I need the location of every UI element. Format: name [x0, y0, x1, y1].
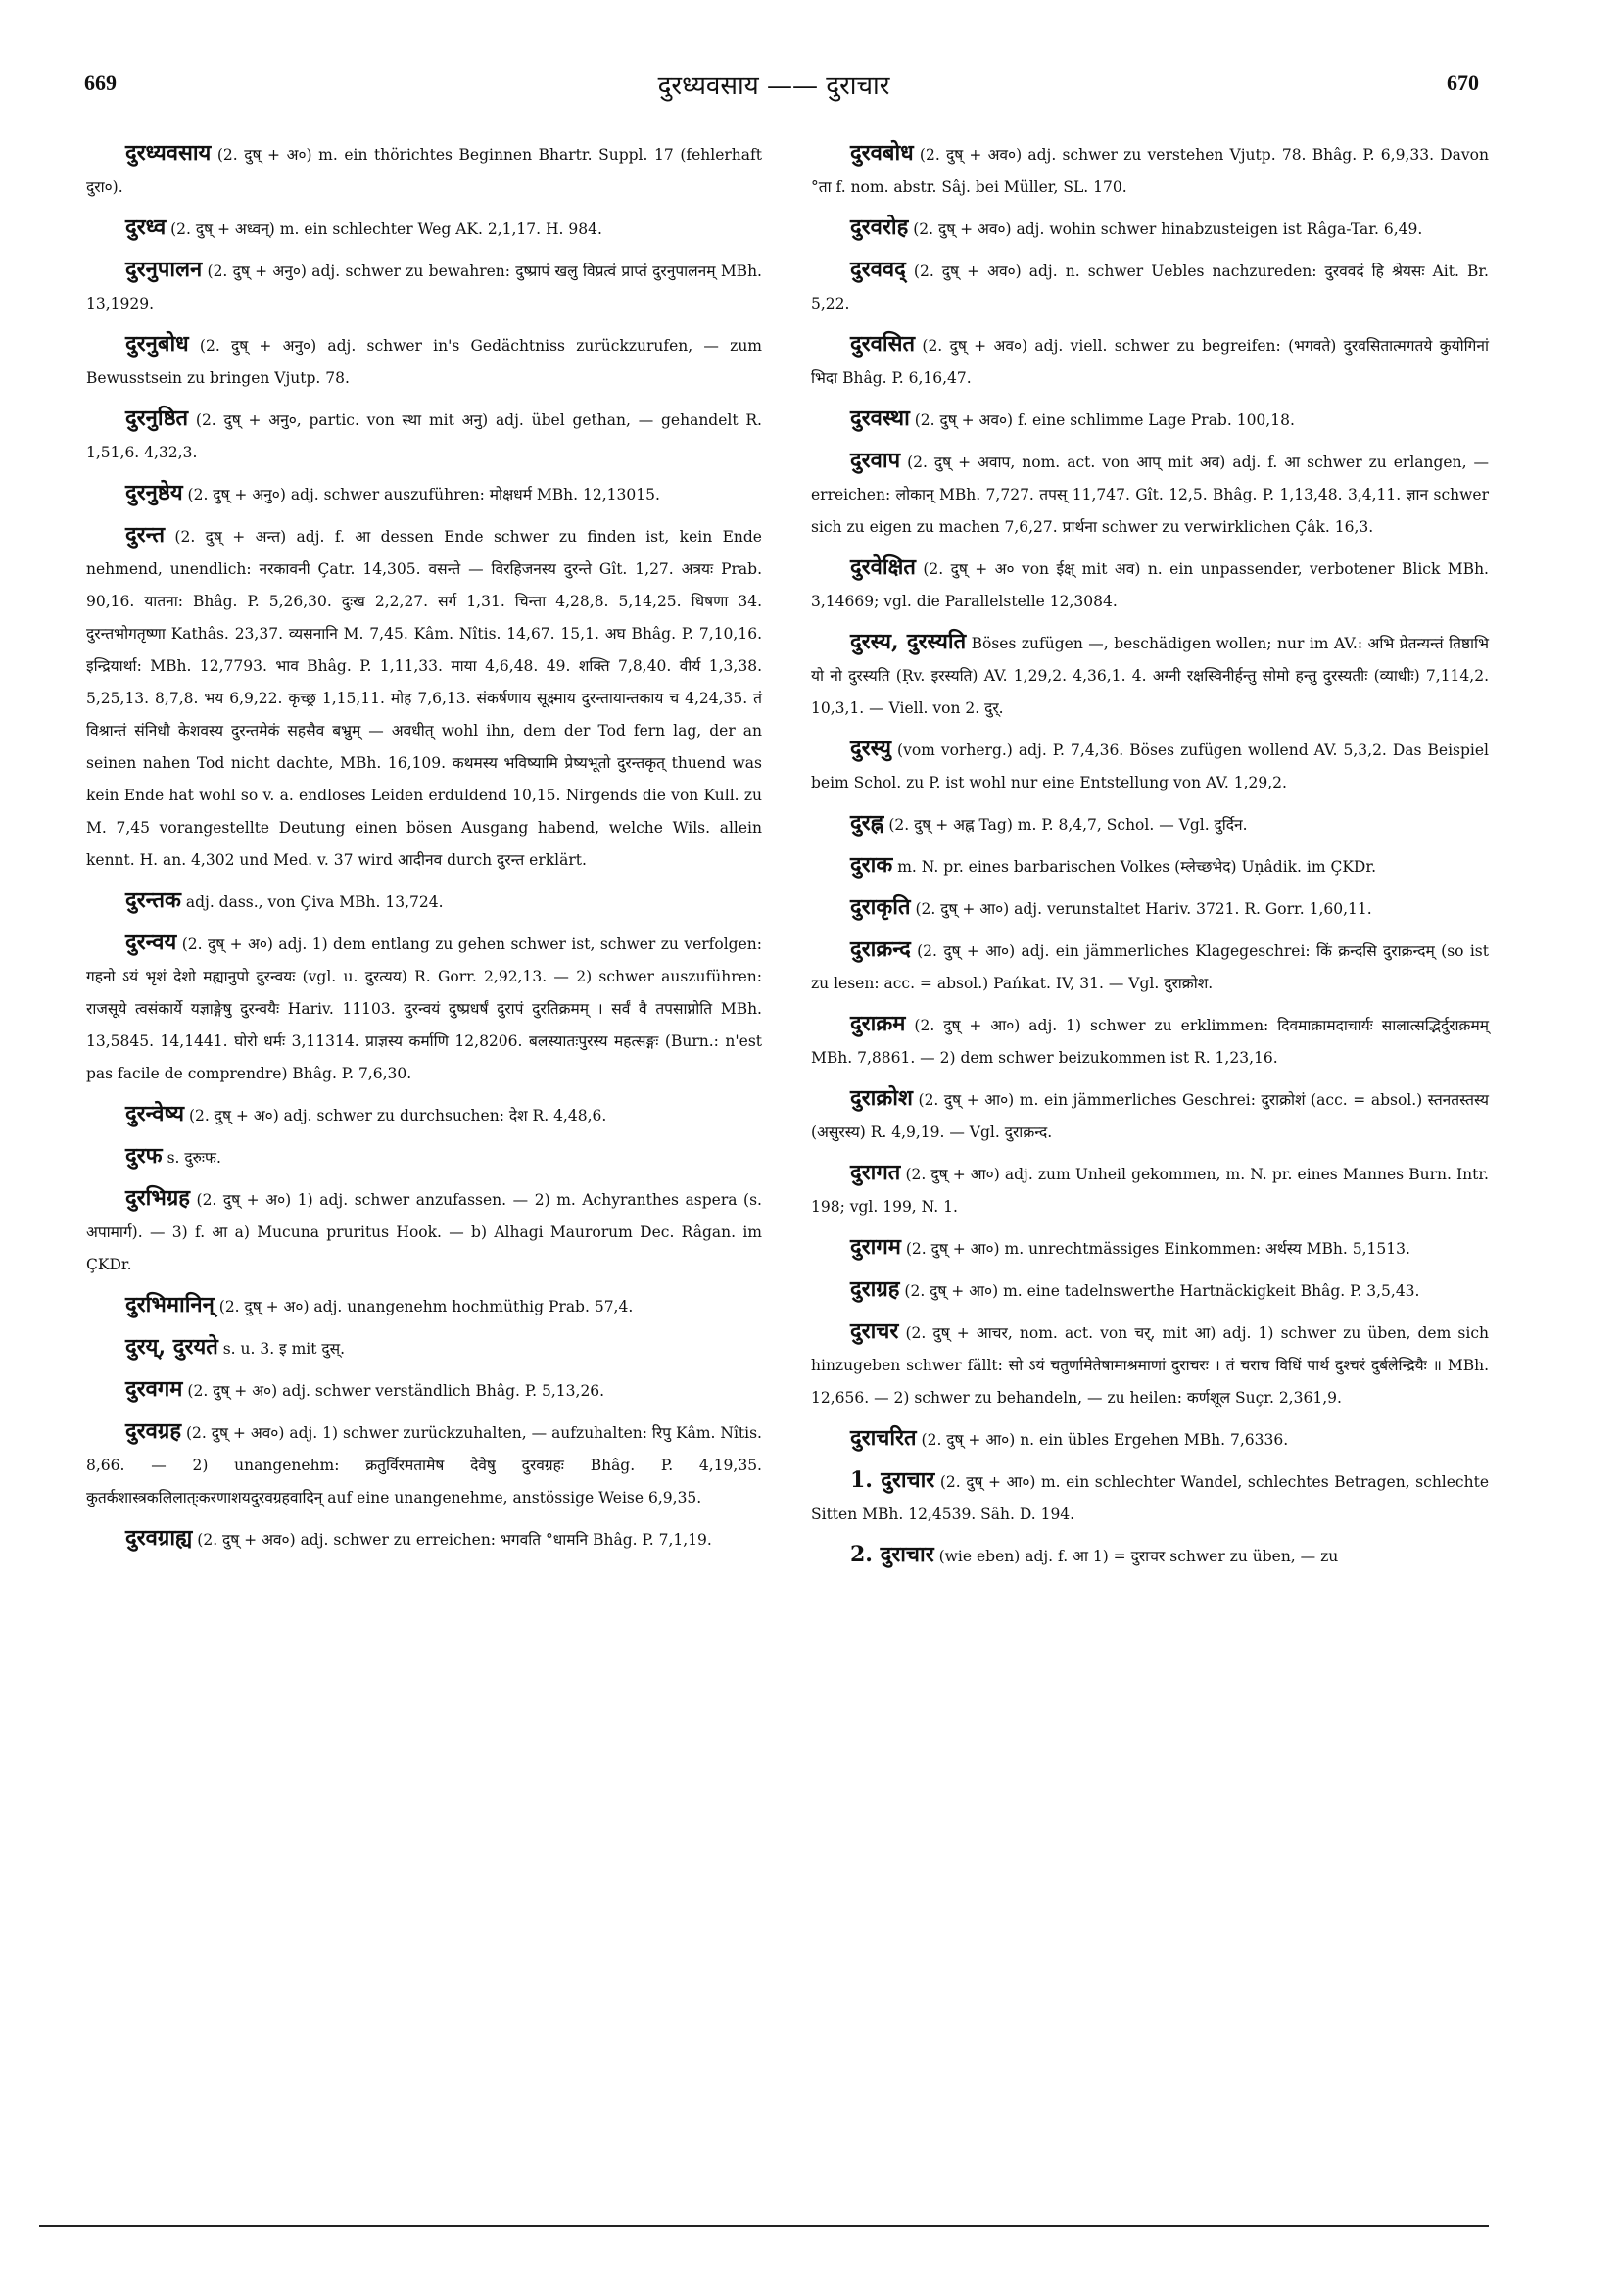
entry-text: Böses zufügen —, beschädigen wollen; nur im AV.: अभि प्रेतन्यन्तं तिष्ठाभि यो नो दुरस्यति (Ṛv. इरस्यति) AV. 1,29,2. 4,36,1. 4. अग्नी रक्षस्विनीर्हन्तु सोमो हन्तु दुरस्यतीः (व्याधीः) 7,114,2. 10,3,1. — Viell. von 2. दुर्. — [811, 635, 1489, 717]
dictionary-entry — [811, 849, 1489, 884]
entry-text: (2. दुष् + अन्त) adj. f. आ dessen Ende schwer zu finden ist, kein Ende nehmend, unendlich: नरकावनी Çatr. 14,305. वसन्ते — विरहिजनस्य दुरन्ते Gît. 1,27. अत्रयः Prab. 90,16. यातना: Bhâg. P. 5,26,30. दुःख 2,2,27. सर्ग 1,31. चिन्ता 4,28,8. 5,14,25. धिषणा 34. दुरन्तभोगतृष्णा Kathâs. 23,37. व्यसनानि M. 7,45. Kâm. Nîtis. 14,67. 15,1. अघ Bhâg. P. 7,10,16. इन्द्रियार्था: MBh. 12,7793. भाव Bhâg. P. 1,11,33. माया 4,6,48. 49. शक्ति 7,8,40. वीर्य 1,3,38. 5,25,13. 8,7,8. भय 6,9,22. कृच्छ्र 1,15,11. मोह 7,6,13. संकर्षणाय सूक्ष्माय दुरन्तायान्तकाय च 4,24,35. तं विश्रान्तं संनिधौ केशवस्य दुरन्तमेकं सहसैव बभ्रुम् — अवधीत् wohl ihn, dem der Tod fern lag, der an seinen nahen Tod nicht dachte, MBh. 16,109. कथमस्य भविष्यामि प्रेष्यभूतो दुरन्तकृत् thuend was kein Ende hat wohl so v. a. endloses Leiden erduldend 10,15. Nirgends die von Kull. zu M. 7,45 vorangestellte Deutung einen bösen Ausgang habend, welche Wils. allein kennt. H. an. 4,302 und Med. v. 37 wird आदीनव durch दुरन्त erklärt. — [86, 528, 762, 869]
entry-headword: दुराक्रन्द — [850, 936, 911, 962]
dictionary-entry — [86, 477, 762, 511]
entry-text: (2. दुष् + अनु०) adj. schwer in's Gedächtniss zurückzurufen, — zum Bewusstsein zu bringen Vjutp. 78. — [86, 337, 762, 387]
entry-text: (2. दुष् + आ०) adj. 1) schwer zu erklimmen: दिवमाक्रामदाचार्यः सालात्सद्भिर्दुराक्रमम् MBh. 7,8861. — 2) dem schwer beizukommen ist R. 1,23,16. — [811, 1017, 1489, 1067]
entry-text: (2. दुष् + अनु०, partic. von स्था mit अनु) adj. übel gethan, — gehandelt R. 1,51,6. 4,32,3. — [86, 411, 762, 461]
dictionary-entry — [811, 328, 1489, 395]
entry-text: (2. दुष् + अवाप, nom. act. von आप् mit अव) adj. f. आ schwer zu erlangen, — erreichen: लोकान् MBh. 7,727. तपस् 11,747. Gît. 12,5. Bhâg. P. 1,13,48. 3,4,11. ज्ञान schwer sich zu eigen zu machen 7,6,27. प्रार्थना schwer zu verwirklichen Çâk. 16,3. — [811, 454, 1489, 536]
entry-headword: दुरवग्रह — [125, 1418, 182, 1444]
left-page-number: 669 — [84, 71, 117, 95]
entry-text: (2. दुष् + अनु०) adj. schwer zu bewahren: दुष्प्रापं खलु विप्रत्वं प्राप्तं दुरनुपालनम् MBh. 13,1929. — [86, 263, 762, 312]
entry-headword: दुरनुष्ठित — [125, 406, 189, 431]
entry-headword: दुराचरित — [850, 1425, 917, 1451]
entry-text: (2. दुष् + आ०) m. ein jämmerliches Geschrei: दुराक्रोशं (acc. = absol.) स्तनतस्तस्य (असुरस्य) R. 4,9,19. — Vgl. दुराक्रन्द. — [811, 1091, 1489, 1141]
entry-text: adj. dass., von Çiva MBh. 13,724. — [185, 893, 444, 911]
dictionary-entry — [811, 1422, 1489, 1457]
dictionary-entry — [86, 254, 762, 320]
bottom-rule — [39, 2225, 1489, 2227]
dictionary-entry — [86, 1289, 762, 1323]
entry-headword: दुरवेक्षित — [850, 554, 916, 580]
entry-headword: दुरवबोध — [850, 140, 914, 166]
entry-headword: दुरवग्राह्य — [125, 1525, 193, 1551]
dictionary-entry — [86, 885, 762, 919]
entry-headword: दुराचर — [850, 1318, 899, 1344]
right-column — [811, 137, 1489, 1581]
entry-headword: दुराक्रम — [850, 1011, 906, 1036]
entry-text: (2. दुष् + आचर, nom. act. von चर्, mit आ) adj. 1) schwer zu üben, dem sich hinzugeben schwer fällt: सो ऽयं चतुर्णामेतेषामाश्रमाणां दुराचरः । तं चराच विधिं पार्थ दुश्चरं दुर्बलेन्द्रियैः ॥ MBh. 12,656. — 2) schwer zu behandeln, — zu heilen: कर्णशूल Suçr. 2,361,9. — [811, 1324, 1489, 1407]
entry-text: (2. दुष् + अ०) m. ein thörichtes Beginnen Bhartr. Suppl. 17 (fehlerhaft दुरा०). — [86, 146, 762, 196]
dictionary-entry — [86, 927, 762, 1090]
dictionary-entry — [86, 1331, 762, 1365]
dictionary-entry — [811, 445, 1489, 544]
entry-text: (wie eben) adj. f. आ 1) = दुराचर schwer zu üben, — zu — [938, 1548, 1339, 1565]
entry-text: (2. दुष् + अध्वन्) m. ein schlechter Weg AK. 2,1,17. H. 984. — [170, 220, 602, 238]
dictionary-entry — [811, 254, 1489, 320]
entry-headword: दुरनुपालन — [125, 257, 203, 282]
page-header — [78, 71, 1479, 110]
dictionary-entry — [811, 1008, 1489, 1075]
right-page-number: 670 — [1447, 71, 1479, 95]
entry-headword: दुराक्रोश — [850, 1085, 913, 1111]
entry-text: (2. दुष् + आ०) m. unrechtmässiges Einkommen: अर्थस्य MBh. 5,1513. — [905, 1240, 1410, 1258]
dictionary-entry — [811, 807, 1489, 841]
dictionary-entry — [86, 212, 762, 246]
entry-text: (2. दुष् + आ०) adj. ein jämmerliches Klagegeschrei: किं क्रन्दसि दुराक्रन्दम् (so ist zu lesen: acc. = absol.) Pańkat. IV, 31. — Vgl. दुराक्रोश. — [811, 942, 1489, 992]
entry-headword: 1. दुराचार — [850, 1467, 935, 1493]
left-column — [86, 137, 762, 1564]
dictionary-entry — [811, 212, 1489, 246]
entry-text: (2. दुष् + अ०) adj. schwer zu durchsuchen: देश R. 4,48,6. — [189, 1107, 607, 1124]
entry-text: (2. दुष् + अ० von ईक्ष् mit अव) n. ein unpassender, verbotener Blick MBh. 3,14669; vgl. die Parallelstelle 12,3084. — [811, 560, 1489, 610]
entry-headword: दुरवाप — [850, 448, 901, 473]
entry-headword: दुरवगम — [125, 1376, 183, 1402]
running-head: दुरध्यवसाय —— दुराचार — [657, 72, 890, 101]
entry-headword: दुरभिमानिन् — [125, 1292, 215, 1317]
entry-headword: दुरय्, दुरयते — [125, 1334, 218, 1360]
entry-headword: दुरनुबोध — [125, 331, 189, 357]
dictionary-entry — [86, 1522, 762, 1556]
entry-text: (2. दुष् + अव०) adj. n. schwer Uebles nachzureden: दुरववदं हि श्रेयसः Ait. Br. 5,22. — [811, 263, 1489, 312]
dictionary-entry — [811, 733, 1489, 799]
dictionary-entry — [86, 328, 762, 395]
entry-text: (2. दुष् + आ०) adj. zum Unheil gekommen, m. N. pr. eines Mannes Burn. Intr. 198; vgl. 199, N. 1. — [811, 1166, 1489, 1216]
dictionary-entry — [811, 1539, 1489, 1573]
dictionary-entry — [811, 891, 1489, 926]
entry-headword: दुरध्यवसाय — [125, 140, 212, 166]
entry-text: (2. दुष् + अ०) 1) adj. schwer anzufassen. — 2) m. Achyranthes aspera (s. अपामार्ग). — 3) f. आ a) Mucuna pruritus Hook. — b) Alhagi Maurorum Dec. Râgan. im ÇKDr. — [86, 1191, 762, 1273]
dictionary-entry — [811, 933, 1489, 1000]
dictionary-entry — [86, 403, 762, 469]
entry-headword: दुरन्त — [125, 522, 165, 548]
dictionary-entry — [811, 1273, 1489, 1308]
entry-text: m. N. pr. eines barbarischen Volkes (म्लेच्छभेद) Uṇâdik. im ÇKDr. — [897, 858, 1376, 876]
entry-headword: दुरवस्था — [850, 406, 910, 431]
entry-text: s. u. 3. इ mit दुस्. — [222, 1340, 346, 1358]
entry-headword: दुराग्रह — [850, 1276, 900, 1302]
dictionary-entry — [86, 1098, 762, 1132]
entry-headword: दुरागम — [850, 1234, 901, 1260]
dictionary-entry — [86, 1373, 762, 1408]
entry-text: (2. दुष् + अव०) adj. 1) schwer zurückzuhalten, — aufzuhalten: रिपु Kâm. Nîtis. 8,66. — 2) unangenehm: क्रतुर्विरमतामेष देवेषु दुरवग्रहः Bhâg. P. 4,19,35. कुतर्कशास्त्रकलिलात्ःकरणाशयदुरवग्रहवादिन् auf eine unangenehme, anstössige Weise 6,9,35. — [86, 1424, 762, 1507]
dictionary-entry — [811, 1315, 1489, 1414]
entry-headword: दुरवसित — [850, 331, 916, 357]
dictionary-entry — [86, 1415, 762, 1514]
entry-headword: दुरनुष्ठेय — [125, 480, 183, 505]
dictionary-entry — [811, 1157, 1489, 1223]
dictionary-entry — [811, 1082, 1489, 1149]
dictionary-entry — [86, 519, 762, 877]
entry-headword: दुरह्न — [850, 810, 884, 836]
entry-text: (2. दुष् + अव०) adj. viell. schwer zu begreifen: (भगवते) दुरवसितात्मगतये कुयोगिनां भिदा Bhâg. P. 6,16,47. — [811, 337, 1489, 387]
entry-text: (2. दुष् + आ०) m. eine tadelnswerthe Hartnäckigkeit Bhâg. P. 3,5,43. — [904, 1282, 1420, 1300]
entry-headword: दुरागत — [850, 1160, 901, 1185]
entry-text: (2. दुष् + आ०) adj. verunstaltet Hariv. 3721. R. Gorr. 1,60,11. — [915, 900, 1372, 918]
entry-text: (2. दुष् + आ०) n. ein übles Ergehen MBh. 7,6336. — [921, 1431, 1289, 1449]
entry-headword: दुरन्तक — [125, 887, 181, 913]
entry-headword: दुरध्व — [125, 215, 167, 240]
entry-headword: दुरस्यु — [850, 736, 891, 761]
entry-headword: दुरन्वेष्य — [125, 1101, 185, 1126]
entry-text: (2. दुष् + अ०) adj. 1) dem entlang zu gehen schwer ist, schwer zu verfolgen: गहनो ऽयं भृशं देशो मह्यानुपो दुरन्वयः (vgl. u. दुरत्यय) R. Gorr. 2,92,13. — 2) schwer auszuführen: राजसूये त्वसंकार्ये यज्ञाङ्गेषु दुरन्वयैः Hariv. 11103. दुरन्वयं दुष्प्रधर्षं दुरापं दुरतिक्रमम् । सर्वं वै तपसाप्नोति MBh. 13,5845. 14,1441. घोरो धर्मः 3,11314. प्राज्ञस्य कर्माणि 12,8206. बलस्यातःपुरस्य महत्सङ्गः (Burn.: n'est pas facile de comprendre) Bhâg. P. 7,6,30. — [86, 935, 762, 1082]
entry-headword: दुरन्वय — [125, 930, 177, 955]
dictionary-entry — [811, 1231, 1489, 1266]
dictionary-entry — [811, 1464, 1489, 1531]
entry-text: (2. दुष् + अनु०) adj. schwer auszuführen: मोक्षधर्म MBh. 12,13015. — [187, 486, 660, 503]
entry-headword: दुरफ — [125, 1143, 163, 1169]
entry-headword: दुरववद् — [850, 257, 906, 282]
dictionary-entry — [811, 403, 1489, 437]
dictionary-entry — [811, 137, 1489, 204]
dictionary-entry — [86, 1140, 762, 1174]
entry-text: (2. दुष् + आ०) m. ein schlechter Wandel, schlechtes Betragen, schlechte Sitten MBh. 12,4539. Sâh. D. 194. — [811, 1473, 1489, 1523]
entry-text: (2. दुष् + अ०) adj. unangenehm hochmüthig Prab. 57,4. — [218, 1298, 634, 1315]
dictionary-entry — [811, 626, 1489, 725]
dictionary-entry — [86, 137, 762, 204]
entry-headword: दुराकृति — [850, 894, 911, 920]
entry-text: (2. दुष् + अव०) adj. schwer zu erreichen: भगवति °धामनि Bhâg. P. 7,1,19. — [197, 1531, 712, 1549]
dictionary-entry — [811, 551, 1489, 618]
entry-text: (2. दुष् + अव०) adj. schwer zu verstehen Vjutp. 78. Bhâg. P. 6,9,33. Davon °ता f. nom. abstr. Sâj. bei Müller, SL. 170. — [811, 146, 1489, 196]
entry-headword: दुरभिग्रह — [125, 1185, 190, 1211]
entry-text: s. दुरुःफ. — [167, 1149, 221, 1167]
entry-text: (2. दुष् + अह्न Tag) m. P. 8,4,7, Schol. — Vgl. दुर्दिन. — [888, 816, 1248, 834]
entry-text: (vom vorherg.) adj. P. 7,4,36. Böses zufügen wollend AV. 5,3,2. Das Beispiel beim Schol. zu P. ist wohl nur eine Entstellung von AV. 1,29,2. — [811, 741, 1489, 791]
entry-text: (2. दुष् + अ०) adj. schwer verständlich Bhâg. P. 5,13,26. — [187, 1382, 605, 1400]
entry-headword: दुरस्य, दुरस्यति — [850, 629, 967, 654]
entry-headword: दुरवरोह — [850, 215, 909, 240]
entry-text: (2. दुष् + अव०) f. eine schlimme Lage Prab. 100,18. — [914, 411, 1295, 429]
entry-headword: दुराक — [850, 852, 893, 878]
dictionary-entry — [86, 1182, 762, 1281]
entry-text: (2. दुष् + अव०) adj. wohin schwer hinabzusteigen ist Râga-Tar. 6,49. — [913, 220, 1423, 238]
entry-headword: 2. दुराचार — [850, 1542, 934, 1567]
